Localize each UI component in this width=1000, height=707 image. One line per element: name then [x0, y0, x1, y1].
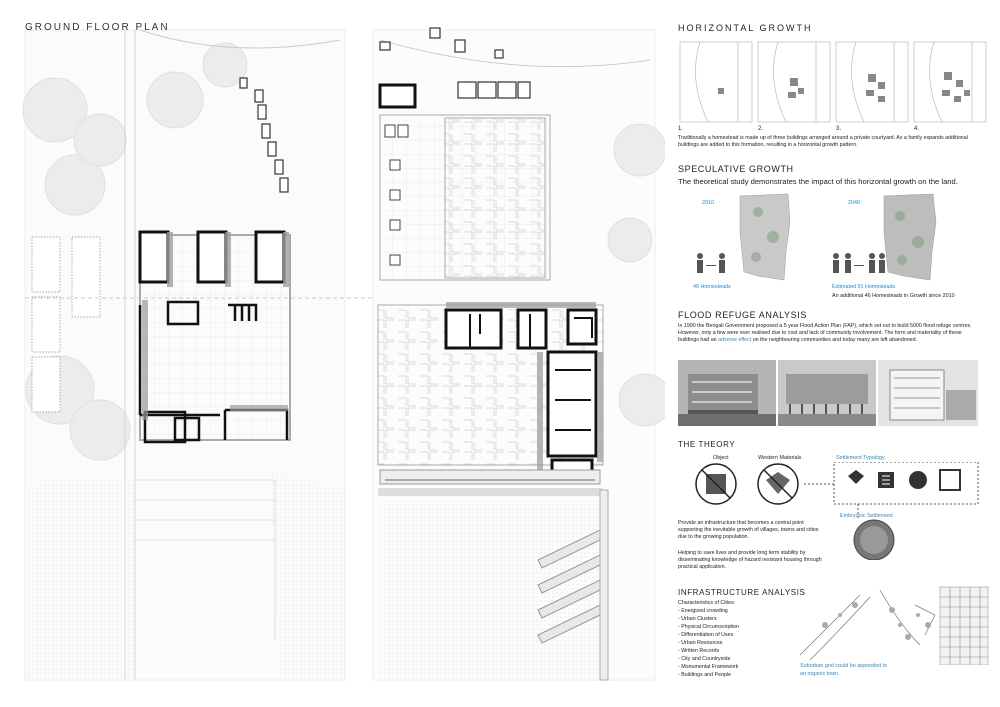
list-item: - Buildings and People	[678, 672, 732, 678]
object-label: Object	[713, 455, 729, 461]
homesteads-growth-note: An additional 46 Homesteads in Growth since 2010	[832, 293, 955, 299]
list-item: - Energized crowding	[678, 608, 728, 614]
list-item: - Monumental Framework	[678, 664, 739, 670]
homesteads-2010: 46 Homesteads	[693, 284, 731, 290]
growth-step-3: 3.	[836, 126, 842, 132]
embryonic-settlement-label: Embryonic Settlement	[840, 513, 893, 519]
list-item: - Urban Clusters	[678, 616, 717, 622]
flood-refuge-heading: FLOOD REFUGE ANALYSIS	[678, 310, 807, 320]
adverse-effect-link[interactable]: adverse effect	[718, 337, 752, 343]
speculative-growth-subtitle: The theoretical study demonstrates the impact of this horizontal growth on the land.	[678, 177, 958, 186]
list-item: - Written Records	[678, 648, 720, 654]
speculative-growth-heading: SPECULATIVE GROWTH	[678, 164, 794, 174]
infrastructure-maps	[800, 585, 990, 665]
plan-right	[373, 28, 665, 680]
year-2040: 2040	[848, 200, 860, 206]
growth-step-1: 1.	[678, 126, 684, 132]
list-item: - Urban Resources	[678, 640, 723, 646]
flood-refuge-text-post: on the neighbouring communities and today many are left abandoned.	[751, 337, 918, 343]
theory-diagram	[688, 462, 988, 560]
growth-step-2: 2.	[758, 126, 764, 132]
growth-step-4: 4.	[914, 126, 920, 132]
list-item: - Differentiation of Uses	[678, 632, 734, 638]
infrastructure-caption: Suburban grid could be appended to an organic town.	[800, 663, 888, 677]
year-2010: 2010	[702, 200, 714, 206]
object-no-icon	[696, 464, 736, 504]
characteristics-list	[678, 599, 739, 679]
info-panel	[678, 0, 990, 707]
horizontal-growth-heading: HORIZONTAL GROWTH	[678, 23, 813, 33]
theory-paragraph-2: Helping to save lives and provide long term stability by disseminating knowledge of hazard resistant housing through practical application.	[678, 550, 822, 570]
western-materials-label: Western Materials	[758, 455, 802, 461]
list-item: - Physical Circumscription	[678, 624, 739, 630]
flood-refuge-photos	[678, 360, 978, 426]
settlement-typology-label: Settlement Typology	[836, 455, 885, 461]
people-icons-2010	[697, 253, 725, 273]
horizontal-growth-caption: Traditionally a homestead is made up of three buildings arranged around a private courtyard. As a family expands additional buildings are added to this formation, resulting in a horizontal growth pattern.	[678, 135, 968, 148]
theory-heading: THE THEORY	[678, 440, 736, 449]
characteristics-title: Characteristics of Cities:	[678, 600, 736, 606]
growth-sequence-diagram	[678, 40, 990, 124]
infrastructure-heading: INFRASTRUCTURE ANALYSIS	[678, 588, 806, 597]
theory-paragraph-1: Provide an infrastructure that becomes a central point supporting the inevitable growth of villages, towns and cities due to the growing population.	[678, 520, 819, 540]
list-item: - City and Countryside	[678, 656, 731, 662]
western-materials-no-icon	[758, 464, 798, 504]
plan-title: GROUND FLOOR PLAN	[25, 22, 170, 33]
speculative-growth-diagram	[688, 192, 988, 282]
flood-refuge-text-pre: In 1990 the Bengali Government proposed a 5 year Flood Action Plan (FAP), which set out to build 5000 flood refuge centres. However, only a few were ever realised due to cost and lack of community involvement. The form and materiality of these buildings had an	[678, 323, 972, 343]
homesteads-2040: Estimated 91 Homesteads	[832, 284, 896, 290]
flood-refuge-body	[678, 323, 984, 344]
